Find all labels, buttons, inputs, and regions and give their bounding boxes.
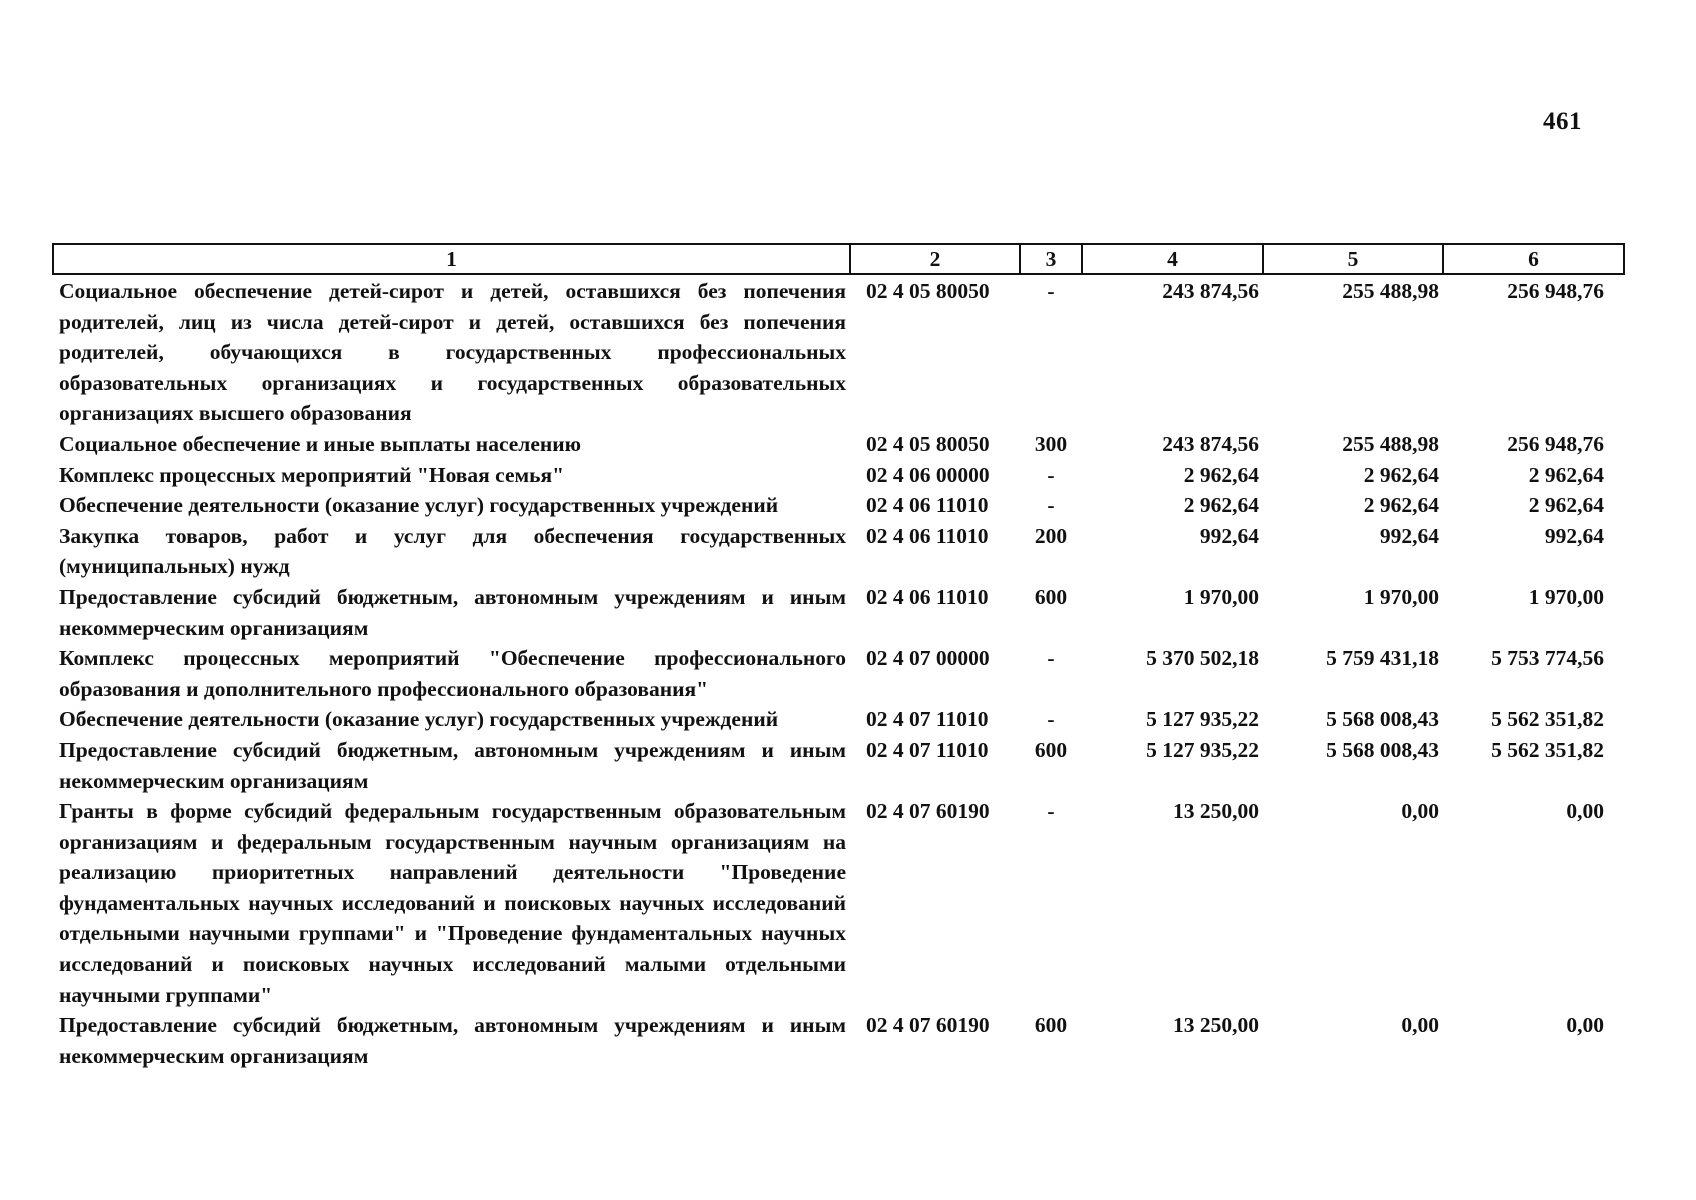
row-value-3: 2 962,64 [1528,493,1604,518]
row-value-1: 2 962,64 [1183,462,1259,487]
row-value-3: 0,00 [1566,799,1604,824]
table-row [53,429,1624,460]
table-row [53,643,1624,704]
row-code: 02 4 05 80050 [866,431,990,456]
header-row [53,244,1624,274]
row-type: - [1047,646,1055,671]
header-col-3: 3 [1020,244,1082,274]
table-row [53,274,1624,429]
row-value-2: 2 962,64 [1363,493,1439,518]
table-row [53,490,1624,521]
table-row [53,460,1624,491]
row-value-1: 13 250,00 [1173,799,1259,824]
header-col-6: 6 [1443,244,1624,274]
row-value-3: 0,00 [1566,1013,1604,1038]
row-code: 02 4 07 11010 [866,737,989,762]
row-value-3: 2 962,64 [1528,462,1604,487]
row-name: Комплекс процессных мероприятий "Новая семья" [59,462,565,487]
row-name: Закупка товаров, работ и услуг для обеспечения государственных (муниципальных) нужд [59,523,846,579]
row-type: - [1047,493,1055,518]
row-name: Комплекс процессных мероприятий "Обеспечение профессионального образования и дополнительного профессионального образования" [59,646,846,701]
row-value-3: 5 562 351,82 [1491,707,1604,732]
row-type: - [1047,799,1055,824]
row-value-1: 243 874,56 [1162,431,1259,456]
row-type: - [1047,462,1055,487]
row-value-2: 2 962,64 [1363,462,1439,487]
row-value-3: 256 948,76 [1507,279,1604,303]
row-value-1: 5 127 935,22 [1146,707,1259,732]
row-name: Социальное обеспечение детей-сирот и детей, оставшихся без попечения родителей, лиц из числа детей-сирот и детей, оставшихся без попечения родителей, обучающихся в государственных профессиональных образовательных организациях и государственных образовательных организациях высшего образования [59,279,846,426]
row-name: Обеспечение деятельности (оказание услуг) государственных учреждений [59,707,779,732]
row-value-2: 1 970,00 [1363,584,1439,609]
row-value-1: 2 962,64 [1183,493,1259,518]
table-header [53,244,1624,274]
row-value-1: 13 250,00 [1173,1013,1259,1038]
row-code: 02 4 06 11010 [866,493,989,518]
row-code: 02 4 06 11010 [866,584,989,609]
row-type: - [1047,707,1055,732]
row-value-3: 5 562 351,82 [1491,737,1604,762]
table-body [53,274,1624,1071]
row-name: Предоставление субсидий бюджетным, автономным учреждениям и иным некоммерческим организациям [59,584,846,640]
page-number: 461 [1543,108,1582,135]
budget-table [52,243,1625,1071]
header-col-1: 1 [53,244,850,274]
row-value-3: 1 970,00 [1528,584,1604,609]
row-type: - [1047,279,1055,303]
row-value-1: 992,64 [1199,523,1259,548]
row-type: 600 [1034,1013,1068,1038]
row-name: Гранты в форме субсидий федеральным государственным образовательным организациям и федеральным государственным научным организациям на реализацию приоритетных направлений деятельности "Проведение фундаментальных научных исследований и поисковых научных исследований отдельными научными группами" и "Проведение фундаментальных научных исследований и поисковых научных исследований малыми отдельными научными группами" [59,799,846,1007]
row-value-3: 992,64 [1544,523,1604,548]
row-type: 600 [1034,737,1068,762]
table-row [53,796,1624,1010]
row-value-2: 0,00 [1401,799,1439,824]
row-type: 300 [1034,431,1068,456]
header-col-2: 2 [850,244,1020,274]
header-col-5: 5 [1263,244,1443,274]
row-value-1: 1 970,00 [1183,584,1259,609]
row-code: 02 4 06 11010 [866,523,989,548]
row-code: 02 4 07 00000 [866,646,990,671]
row-value-2: 255 488,98 [1342,431,1439,456]
header-col-4: 4 [1082,244,1263,274]
row-code: 02 4 07 11010 [866,707,989,732]
row-code: 02 4 07 60190 [866,1013,990,1038]
table-row [53,521,1624,582]
row-value-2: 0,00 [1401,1013,1439,1038]
table-row [53,582,1624,643]
row-code: 02 4 05 80050 [866,279,990,303]
row-value-1: 5 127 935,22 [1146,737,1259,762]
row-type: 200 [1034,523,1068,548]
row-value-2: 5 568 008,43 [1326,707,1439,732]
row-type: 600 [1034,584,1068,609]
row-name: Предоставление субсидий бюджетным, автономным учреждениям и иным некоммерческим организациям [59,1013,846,1068]
row-value-2: 255 488,98 [1342,279,1439,303]
row-value-3: 256 948,76 [1507,431,1604,456]
row-name: Социальное обеспечение и иные выплаты населению [59,431,582,456]
row-name: Предоставление субсидий бюджетным, автономным учреждениям и иным некоммерческим организациям [59,737,846,793]
table-row [53,735,1624,796]
row-code: 02 4 06 00000 [866,462,990,487]
row-code: 02 4 07 60190 [866,799,990,824]
row-name: Обеспечение деятельности (оказание услуг) государственных учреждений [59,493,779,518]
row-value-3: 5 753 774,56 [1491,646,1604,671]
row-value-2: 5 759 431,18 [1326,646,1439,671]
table-row [53,704,1624,735]
row-value-2: 5 568 008,43 [1326,737,1439,762]
row-value-1: 5 370 502,18 [1146,646,1259,671]
row-value-1: 243 874,56 [1162,279,1259,303]
row-value-2: 992,64 [1379,523,1439,548]
table-row [53,1010,1624,1071]
